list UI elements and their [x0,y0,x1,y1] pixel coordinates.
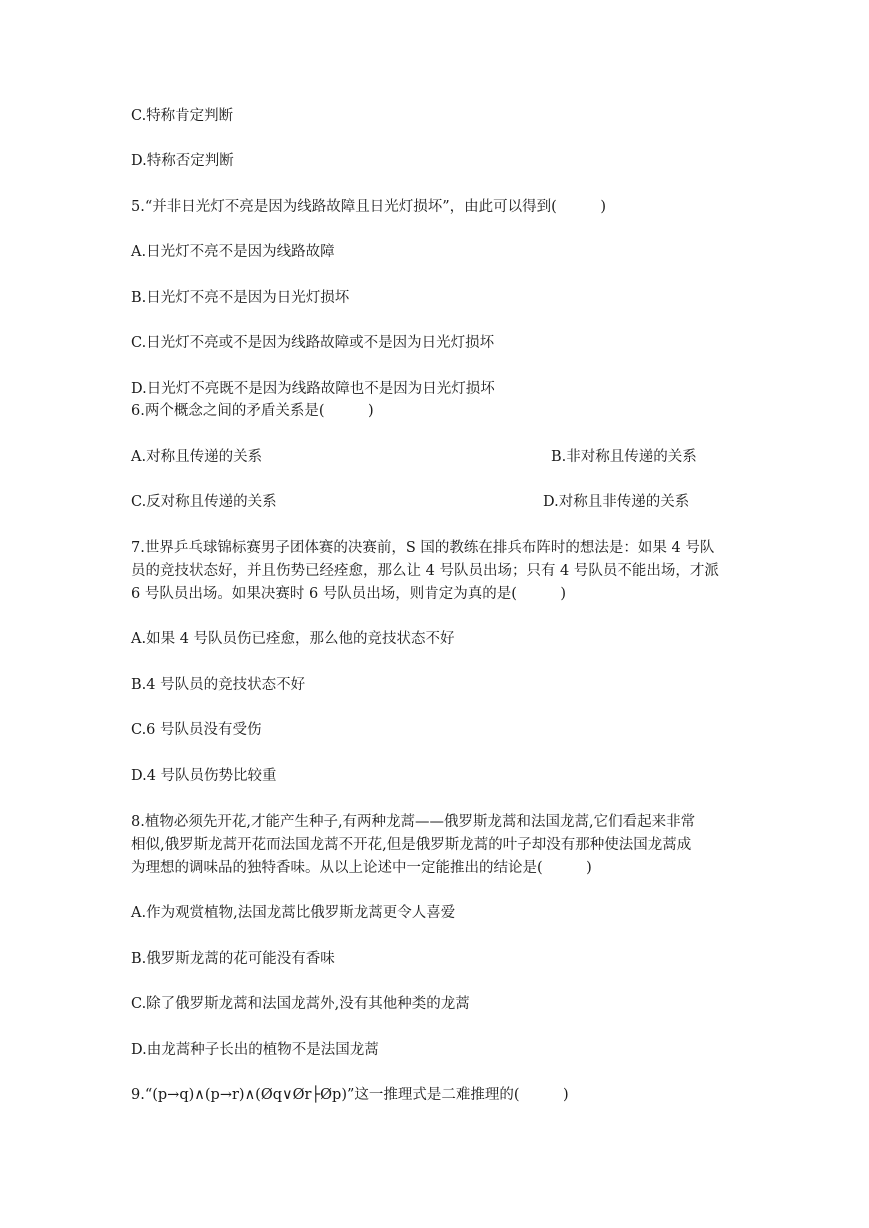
q4-option-c: C.特称肯定判断 [131,108,234,124]
q7-option-d: D.4 号队员伤势比较重 [131,768,277,784]
q8-option-b: B.俄罗斯龙蒿的花可能没有香味 [131,951,335,967]
q7-option-c: C.6 号队员没有受伤 [131,722,262,738]
q4-option-d: D.特称否定判断 [131,153,234,169]
q7-stem-line1: 7.世界乒乓球锦标赛男子团体赛的决赛前，S 国的教练在排兵布阵时的想法是：如果 4 号队 [131,540,715,556]
q8-stem-line3: 为理想的调味品的独特香味。从以上论述中一定能推出的结论是( ) [131,860,592,876]
q5-option-b: B.日光灯不亮不是因为日光灯损坏 [131,290,350,306]
q6-option-a: A.对称且传递的关系 [131,449,263,465]
q6-stem: 6.两个概念之间的矛盾关系是( ) [131,403,374,419]
q5-stem: 5.“并非日光灯不亮是因为线路故障且日光灯损坏”，由此可以得到( ) [131,199,606,215]
q8-option-c: C.除了俄罗斯龙蒿和法国龙蒿外,没有其他种类的龙蒿 [131,996,470,1012]
q5-option-a: A.日光灯不亮不是因为线路故障 [131,244,335,260]
q7-stem-line3: 6 号队员出场。如果决赛时 6 号队员出场，则肯定为真的是( ) [131,586,567,602]
q7-option-b: B.4 号队员的竞技状态不好 [131,677,306,693]
q7-option-a: A.如果 4 号队员伤已痊愈，那么他的竞技状态不好 [131,631,455,647]
q9-stem: 9.“(p→q)∧(p→r)∧(Øq∨Ør├Øp)”这一推理式是二难推理的( ) [131,1087,569,1103]
q8-option-d: D.由龙蒿种子长出的植物不是法国龙蒿 [131,1042,379,1058]
q8-stem-line2: 相似,俄罗斯龙蒿开花而法国龙蒿不开花,但是俄罗斯龙蒿的叶子却没有那种使法国龙蒿成 [131,837,692,853]
q6-option-b: B.非对称且传递的关系 [551,449,697,465]
q6-option-c: C.反对称且传递的关系 [131,494,277,510]
q8-option-a: A.作为观赏植物,法国龙蒿比俄罗斯龙蒿更令人喜爱 [131,905,456,921]
q8-stem-line1: 8.植物必须先开花,才能产生种子,有两种龙蒿——俄罗斯龙蒿和法国龙蒿,它们看起来非常 [131,814,696,830]
q5-option-d: D.日光灯不亮既不是因为线路故障也不是因为日光灯损坏 [131,381,495,397]
q5-option-c: C.日光灯不亮或不是因为线路故障或不是因为日光灯损坏 [131,335,495,351]
q6-option-d: D.对称且非传递的关系 [543,494,690,510]
q7-stem-line2: 员的竞技状态好，并且伤势已经痊愈，那么让 4 号队员出场；只有 4 号队员不能出场，才派 [131,563,719,579]
